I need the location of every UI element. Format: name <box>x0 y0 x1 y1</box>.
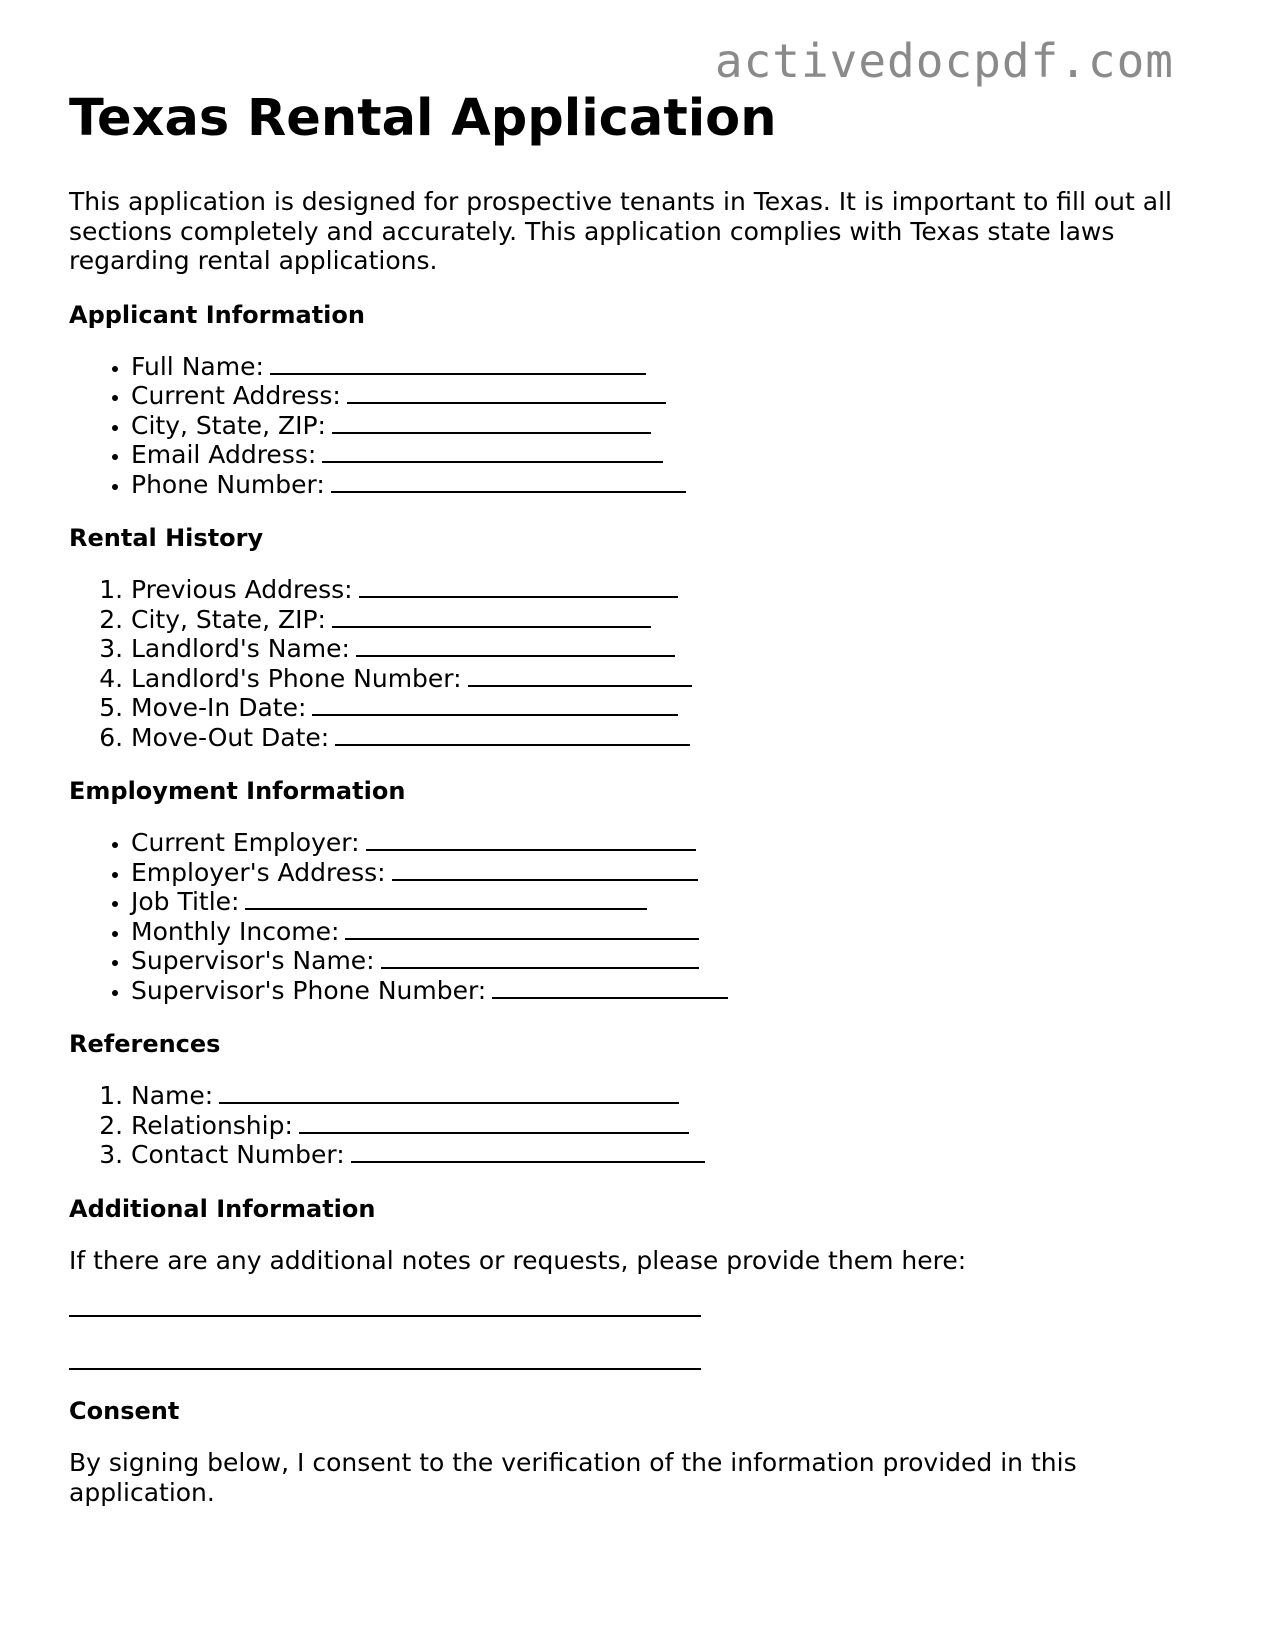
field-label: Email Address: <box>131 440 317 469</box>
rental-history-list <box>69 575 1189 752</box>
references-heading: References <box>69 1030 221 1058</box>
list-item <box>131 1081 1189 1111</box>
applicant-list <box>69 352 1189 500</box>
applicant-heading: Applicant Information <box>69 300 365 329</box>
list-item <box>131 440 1189 470</box>
field-label: Contact Number: <box>131 1140 345 1169</box>
field-label: Name: <box>131 1081 214 1110</box>
fill-in-blank[interactable] <box>347 382 666 404</box>
fill-in-blank[interactable] <box>331 471 686 493</box>
field-label: Full Name: <box>131 351 264 381</box>
list-item <box>131 575 1189 605</box>
fill-in-blank[interactable] <box>381 947 699 969</box>
fill-in-blank[interactable] <box>332 412 651 434</box>
field-label: Move-In Date: <box>131 693 307 722</box>
list-item <box>131 381 1189 411</box>
list-item <box>131 1111 1189 1141</box>
field-label: City, State, ZIP: <box>131 604 326 634</box>
list-item <box>131 664 1189 694</box>
field-label: Phone Number: <box>131 469 325 499</box>
list-item <box>131 352 1189 382</box>
field-label: Employer's Address: <box>131 857 386 887</box>
field-label: Supervisor's Phone Number: <box>131 975 487 1005</box>
fill-in-blank[interactable] <box>492 977 728 999</box>
fill-in-blank[interactable] <box>468 665 692 687</box>
field-label: Previous Address: <box>131 575 353 604</box>
consent-heading: Consent <box>69 1397 180 1425</box>
list-item <box>131 887 1189 917</box>
list-item <box>131 634 1189 664</box>
employment-heading: Employment Information <box>69 777 406 805</box>
list-item <box>131 693 1189 723</box>
list-item <box>131 411 1189 441</box>
fill-in-blank[interactable] <box>312 694 678 716</box>
field-label: Relationship: <box>131 1110 293 1140</box>
field-label: Supervisor's Name: <box>131 946 375 975</box>
document-page <box>69 88 1189 1507</box>
fill-in-blank[interactable] <box>335 724 690 746</box>
fill-in-blank[interactable] <box>359 576 678 598</box>
field-label: Move-Out Date: <box>131 722 330 752</box>
additional-heading: Additional Information <box>69 1194 376 1223</box>
list-item <box>131 605 1189 635</box>
watermark: activedocpdf.com <box>714 34 1174 88</box>
fill-in-blank[interactable] <box>245 888 647 910</box>
list-item <box>131 917 1189 947</box>
rental-history-heading: Rental History <box>69 524 264 552</box>
fill-in-blank[interactable] <box>270 353 646 375</box>
notes-line-1[interactable] <box>69 1315 701 1317</box>
references-list <box>69 1081 1189 1170</box>
fill-in-blank[interactable] <box>299 1112 689 1134</box>
list-item <box>131 976 1189 1006</box>
fill-in-blank[interactable] <box>351 1141 705 1163</box>
field-label: City, State, ZIP: <box>131 410 326 440</box>
fill-in-blank[interactable] <box>356 635 675 657</box>
list-item <box>131 1140 1189 1170</box>
fill-in-blank[interactable] <box>219 1082 679 1104</box>
field-label: Landlord's Name: <box>131 634 350 663</box>
field-label: Landlord's Phone Number: <box>131 663 462 693</box>
page-title: Texas Rental Application <box>69 89 777 148</box>
notes-line-2[interactable] <box>69 1368 701 1370</box>
fill-in-blank[interactable] <box>366 829 696 851</box>
fill-in-blank[interactable] <box>392 859 698 881</box>
intro-paragraph: This application is designed for prospective tenants in Texas. It is important to fill out all sections completely and accurately. This application complies with Texas state laws regarding rental applications. <box>69 187 1172 275</box>
fill-in-blank[interactable] <box>345 918 699 940</box>
list-item <box>131 858 1189 888</box>
field-label: Current Address: <box>131 381 341 410</box>
list-item <box>131 470 1189 500</box>
list-item <box>131 828 1189 858</box>
consent-text: By signing below, I consent to the verification of the information provided in this application. <box>69 1448 1077 1507</box>
employment-list <box>69 828 1189 1005</box>
list-item <box>131 946 1189 976</box>
field-label: Job Title: <box>131 887 240 916</box>
list-item <box>131 723 1189 753</box>
fill-in-blank[interactable] <box>332 606 651 628</box>
fill-in-blank[interactable] <box>322 441 663 463</box>
field-label: Current Employer: <box>131 828 360 857</box>
additional-text: If there are any additional notes or requests, please provide them here: <box>69 1245 967 1275</box>
field-label: Monthly Income: <box>131 916 340 946</box>
